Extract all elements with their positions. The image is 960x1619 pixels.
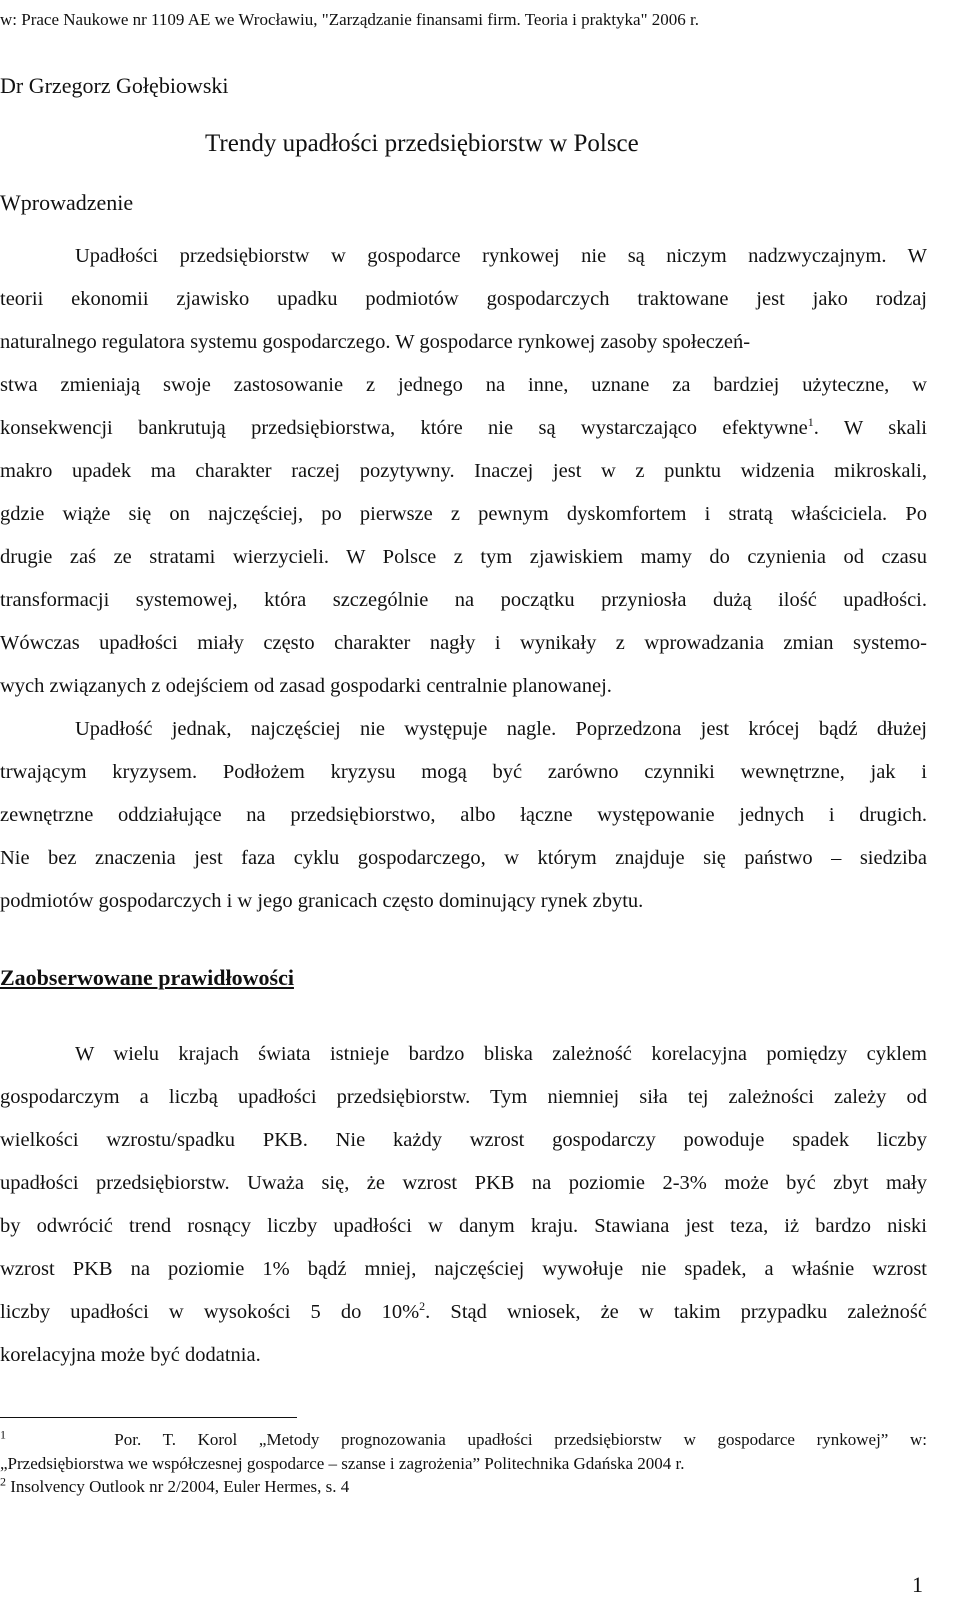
body-line: korelacyjna może być dodatnia.: [0, 1344, 261, 1366]
body-line: naturalnego regulatora systemu gospodarczego. W gospodarce rynkowej zasoby społeczeń-: [0, 331, 751, 353]
body-line: Upadłości przedsiębiorstw w gospodarce rynkowej nie są niczym nadzwyczajnym. W: [75, 245, 927, 267]
footnote-divider: [0, 1417, 297, 1418]
body-line: by odwrócić trend rosnący liczby upadłości w danym kraju. Stawiana jest teza, iż bardzo niski: [0, 1215, 927, 1237]
paper-title: Trendy upadłości przedsiębiorstw w Polsce: [205, 130, 639, 157]
body-line: Upadłość jednak, najczęściej nie występuje nagle. Poprzedzona jest krócej bądź dłużej: [75, 718, 927, 740]
body-line: upadłości przedsiębiorstw. Uważa się, że wzrost PKB na poziomie 2-3% może być zbyt mały: [0, 1172, 927, 1194]
body-line: W wielu krajach świata istnieje bardzo bliska zależność korelacyjna pomiędzy cyklem: [75, 1043, 927, 1065]
body-line: gdzie wiąże się on najczęściej, po pierwsze z pewnym dyskomfortem i stratą właściciela. Po: [0, 503, 927, 525]
page-number: 1: [912, 1572, 923, 1597]
body-line: konsekwencji bankrutują przedsiębiorstwa, które nie są wystarczająco efektywne$^1$. W skali: [0, 415, 927, 439]
author-name: Dr Grzegorz Gołębiowski: [0, 73, 229, 98]
footnote-ref-2[interactable]: 2: [419, 1299, 426, 1314]
body-line: Wówczas upadłości miały często charakter nagły i wynikały z wprowadzania zmian systemo-: [0, 632, 927, 654]
section-heading-intro: Wprowadzenie: [0, 190, 134, 215]
footnote-1-cont: „Przedsiębiorstwa we współczesnej gospodarce – szanse i zagrożenia” Politechnika Gdańska 2004 r.: [0, 1454, 685, 1473]
body-line: zewnętrzne oddziałujące na przedsiębiorstwo, albo łączne występowanie jednych i drugich.: [0, 804, 927, 826]
body-line: trwającym kryzysem. Podłożem kryzysu mogą być zarówno czynniki wewnętrzne, jak i: [0, 761, 927, 783]
body-line: wych związanych z odejściem od zasad gospodarki centralnie planowanej.: [0, 675, 612, 697]
footnote-ref-1[interactable]: 1: [807, 415, 814, 430]
body-line: makro upadek ma charakter raczej pozytywny. Inaczej jest w z punktu widzenia mikroskali,: [0, 460, 927, 482]
body-line: drugie zaś ze stratami wierzycieli. W Polsce z tym zjawiskiem mamy do czynienia od czasu: [0, 546, 927, 568]
body-line: Nie bez znaczenia jest faza cyklu gospodarczego, w którym znajduje się państwo – siedziba: [0, 847, 927, 869]
body-line: gospodarczym a liczbą upadłości przedsiębiorstw. Tym niemniej siła tej zależności zależy od: [0, 1086, 927, 1108]
body-line: wielkości wzrostu/spadku PKB. Nie każdy wzrost gospodarczy powoduje spadek liczby: [0, 1129, 927, 1151]
body-line: transformacji systemowej, która szczególnie na początku przyniosła dużą ilość upadłości.: [0, 589, 927, 611]
body-line: stwa zmieniają swoje zastosowanie z jednego na inne, uznane za bardziej użyteczne, w: [0, 374, 927, 396]
body-line: podmiotów gospodarczych i w jego granicach często dominujący rynek zbytu.: [0, 890, 644, 912]
body-line: teorii ekonomii zjawisko upadku podmiotów gospodarczych traktowane jest jako rodzaj: [0, 288, 927, 310]
body-line: liczby upadłości w wysokości 5 do 10%$^2$. Stąd wniosek, że w takim przypadku zależność: [0, 1299, 928, 1323]
footnote-2: $^2$ Insolvency Outlook nr 2/2004, Euler Hermes, s. 4: [0, 1474, 350, 1496]
running-header: w: Prace Naukowe nr 1109 AE we Wrocławiu, "Zarządzanie finansami firm. Teoria i praktyka" 2006 r.: [0, 10, 700, 29]
footnote-1: $^1$ Por. T. Korol „Metody prognozowania upadłości przedsiębiorstw w gospodarce rynkowej” w:: [0, 1427, 927, 1449]
section-heading-observed: Zaobserwowane prawidłowości: [0, 965, 294, 990]
body-line: wzrost PKB na poziomie 1% bądź mniej, najczęściej wywołuje nie spadek, a właśnie wzrost: [0, 1258, 927, 1280]
